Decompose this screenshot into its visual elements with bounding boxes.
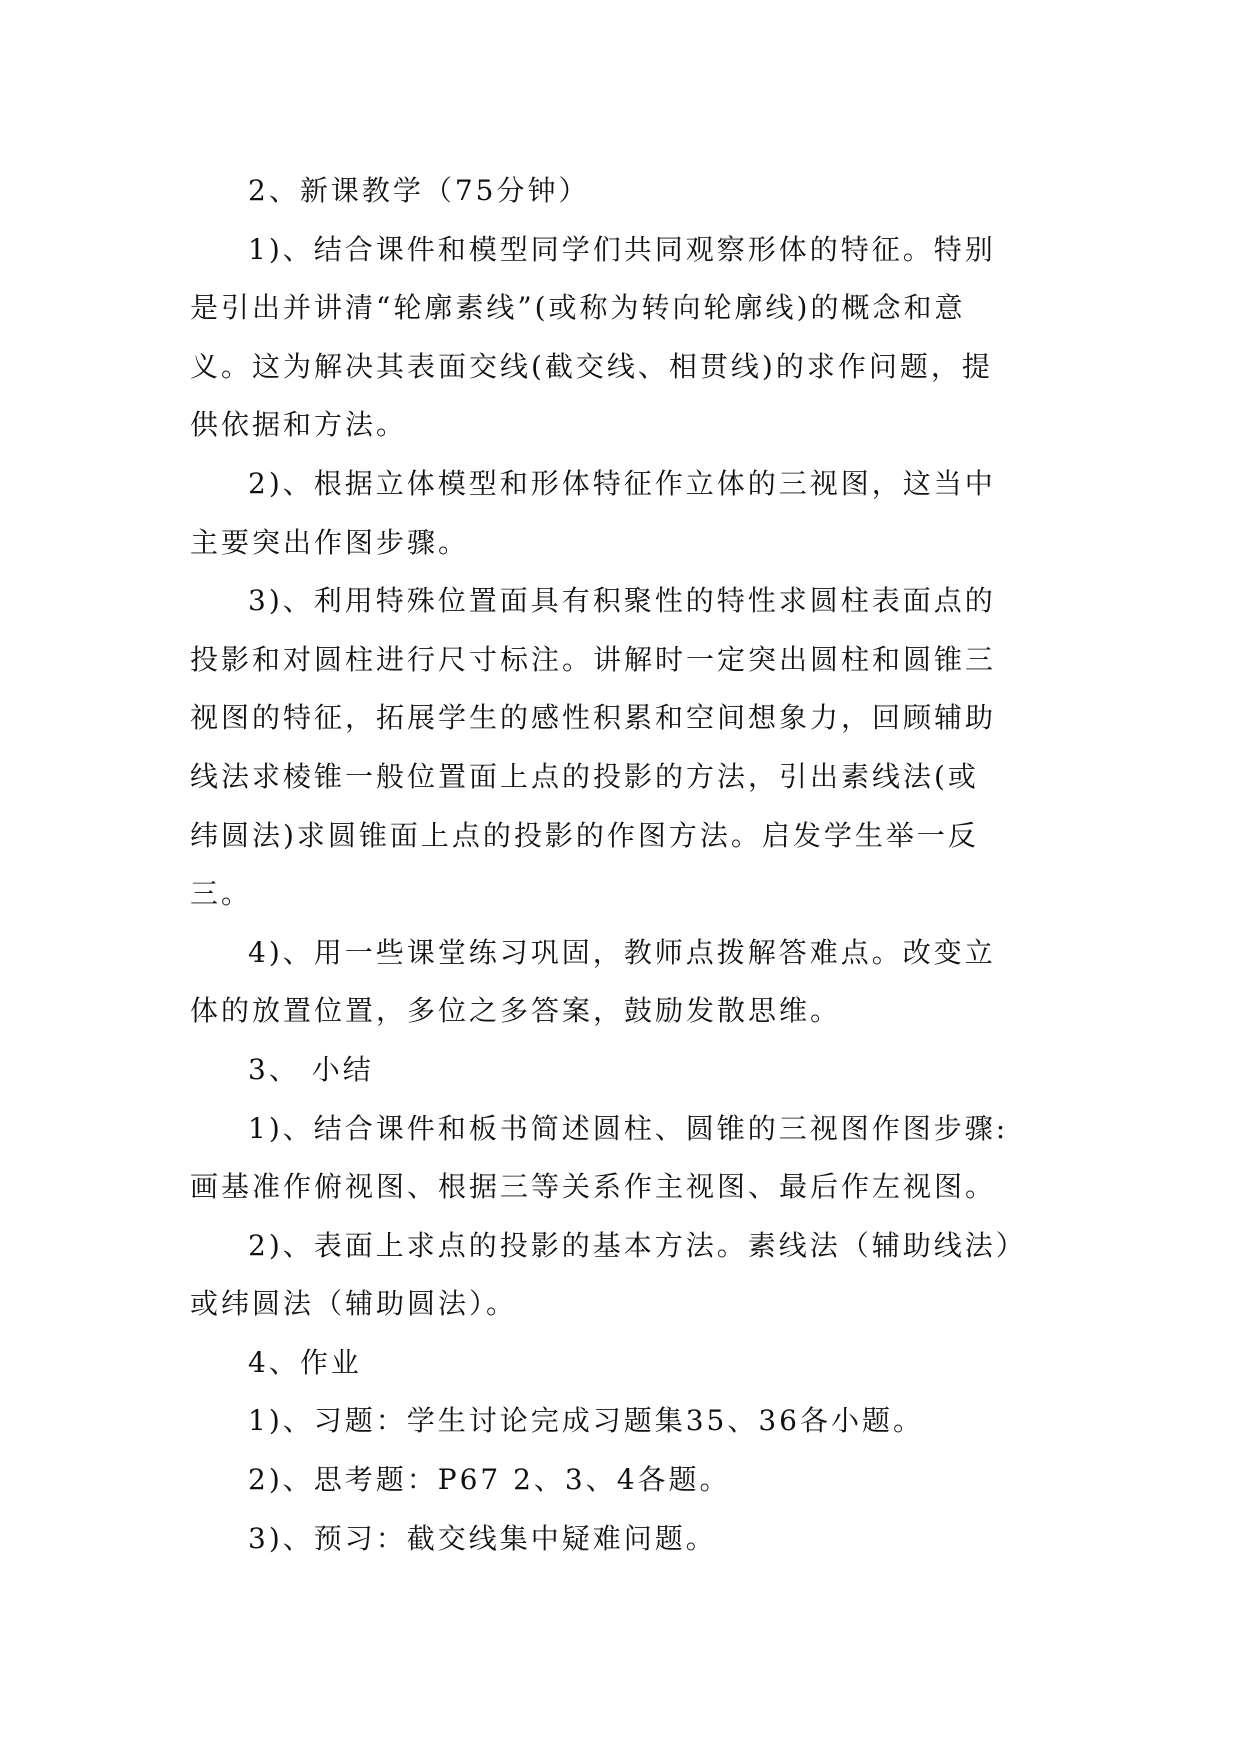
section-heading-homework: 4、作业: [248, 1345, 362, 1379]
paragraph-line: 线法求棱锥一般位置面上点的投影的方法，引出素线法(或: [190, 759, 979, 793]
paragraph-line: 三。: [190, 877, 253, 911]
paragraph-line: 3)、利用特殊位置面具有积聚性的特性求圆柱表面点的: [248, 584, 996, 618]
paragraph-line: 2)、根据立体模型和形体特征作立体的三视图，这当中: [248, 466, 996, 500]
paragraph-line: 1)、结合课件和模型同学们共同观察形体的特征。特别: [248, 232, 996, 266]
paragraph-line: 主要突出作图步骤。: [190, 525, 470, 559]
section-heading-new-lesson: 2、新课教学（75分钟）: [248, 174, 590, 207]
paragraph-line: 1)、结合课件和板书简述圆柱、圆锥的三视图作图步骤:: [248, 1111, 1009, 1145]
list-item: 2)、思考题：P67 2、3、4各题。: [248, 1463, 731, 1497]
paragraph-line: 纬圆法)求圆锥面上点的投影的作图方法。启发学生举一反: [190, 818, 979, 852]
paragraph-line: 2)、表面上求点的投影的基本方法。素线法（辅助线法）: [248, 1228, 1027, 1262]
paragraph-line: 画基准作俯视图、根据三等关系作主视图、最后作左视图。: [190, 1170, 997, 1204]
paragraph-line: 供依据和方法。: [190, 408, 408, 442]
paragraph-line: 4)、用一些课堂练习巩固，教师点拨解答难点。改变立: [248, 935, 996, 969]
list-item: 3)、预习：截交线集中疑难问题。: [248, 1521, 717, 1555]
list-item: 1)、习题：学生讨论完成习题集35、36各小题。: [248, 1404, 924, 1438]
section-heading-summary: 3、 小结: [248, 1052, 374, 1086]
paragraph-line: 视图的特征，拓展学生的感性积累和空间想象力，回顾辅助: [190, 701, 997, 735]
paragraph-line: 义。这为解决其表面交线(截交线、相贯线)的求作问题，提: [190, 349, 993, 383]
paragraph-line: 投影和对圆柱进行尺寸标注。讲解时一定突出圆柱和圆锥三: [190, 642, 997, 676]
paragraph-line: 是引出并讲清“轮廓素线”(或称为转向轮廓线)的概念和意: [190, 291, 966, 325]
paragraph-line: 体的放置位置，多位之多答案，鼓励发散思维。: [190, 994, 842, 1028]
paragraph-line: 或纬圆法（辅助圆法）。: [190, 1287, 518, 1321]
document-body: [190, 162, 1070, 1568]
